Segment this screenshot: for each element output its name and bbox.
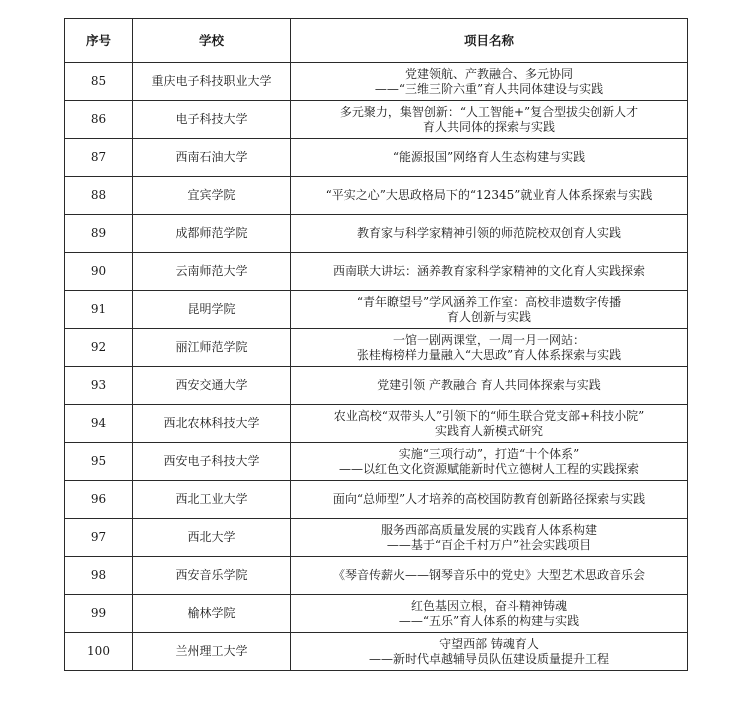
table-row [65, 557, 688, 595]
project-line: 党建领航、产教融合、多元协同 [404, 66, 573, 81]
row-index: 87 [65, 139, 133, 177]
project-line: 实施“三项行动”，打造“十个体系” [398, 446, 580, 461]
header-index: 序号 [65, 19, 133, 63]
row-index: 98 [65, 557, 133, 595]
row-index: 99 [65, 595, 133, 633]
row-project [291, 557, 688, 595]
row-index: 97 [65, 519, 133, 557]
row-school: 昆明学院 [133, 291, 291, 329]
row-school: 电子科技大学 [133, 101, 291, 139]
project-line: 一馆一剧两课堂，一周一月一网站： [392, 332, 585, 347]
table-row [65, 63, 688, 101]
row-index: 95 [65, 443, 133, 481]
row-project [291, 177, 688, 215]
project-line: ——以红色文化资源赋能新时代立德树人工程的实践探索 [338, 461, 639, 476]
table-row [65, 481, 688, 519]
row-index: 90 [65, 253, 133, 291]
table-row [65, 139, 688, 177]
project-line: 育人创新与实践 [446, 309, 531, 324]
project-line: “青年瞭望号”学风涵养工作室：高校非遗数字传播 [356, 294, 622, 309]
project-line: 实践育人新模式研究 [434, 423, 543, 438]
row-project [291, 405, 688, 443]
row-index: 100 [65, 633, 133, 671]
project-line: 红色基因立根，奋斗精神铸魂 [410, 598, 567, 613]
table-row [65, 329, 688, 367]
table-row [65, 595, 688, 633]
row-school: 榆林学院 [133, 595, 291, 633]
row-school: 西南石油大学 [133, 139, 291, 177]
row-project [291, 253, 688, 291]
table-body [65, 63, 688, 671]
row-project [291, 519, 688, 557]
project-line: “能源报国”网络育人生态构建与实践 [392, 150, 586, 164]
row-project [291, 443, 688, 481]
project-line: 面向“总师型”人才培养的高校国防教育创新路径探索与实践 [332, 492, 646, 506]
row-index: 88 [65, 177, 133, 215]
project-line: 多元聚力，集智创新：“人工智能+”复合型拔尖创新人才 [339, 104, 639, 119]
table-row [65, 633, 688, 671]
table-row [65, 519, 688, 557]
row-project [291, 63, 688, 101]
row-index: 89 [65, 215, 133, 253]
row-index: 92 [65, 329, 133, 367]
row-project [291, 367, 688, 405]
row-project [291, 291, 688, 329]
row-school: 西北工业大学 [133, 481, 291, 519]
table-row [65, 177, 688, 215]
row-school: 兰州理工大学 [133, 633, 291, 671]
row-school: 宜宾学院 [133, 177, 291, 215]
row-school: 西安交通大学 [133, 367, 291, 405]
table-row [65, 215, 688, 253]
table-row [65, 291, 688, 329]
project-line: 守望西部 铸魂育人 [439, 636, 539, 651]
row-school: 西安音乐学院 [133, 557, 291, 595]
row-project [291, 633, 688, 671]
project-line: 《琴音传薪火——钢琴音乐中的党史》大型艺术思政音乐会 [332, 568, 645, 582]
table-row [65, 443, 688, 481]
row-project [291, 595, 688, 633]
table-row [65, 253, 688, 291]
row-index: 96 [65, 481, 133, 519]
project-line: ——基于“百企千村万户”社会实践项目 [386, 537, 592, 552]
row-index: 85 [65, 63, 133, 101]
project-line: ——“三维三阶六重”育人共同体建设与实践 [374, 81, 604, 96]
project-line: 西南联大讲坛：涵养教育家科学家精神的文化育人实践探索 [332, 264, 645, 278]
header-row [65, 19, 688, 63]
row-school: 重庆电子科技职业大学 [133, 63, 291, 101]
table-row [65, 405, 688, 443]
row-index: 93 [65, 367, 133, 405]
project-line: 农业高校“双带头人”引领下的“师生联合党支部+科技小院” [333, 408, 645, 423]
project-line: 党建引领 产教融合 育人共同体探索与实践 [377, 378, 601, 392]
project-line: ——“五乐”育人体系的构建与实践 [398, 613, 580, 628]
header-project: 项目名称 [291, 19, 688, 63]
row-project [291, 329, 688, 367]
row-index: 86 [65, 101, 133, 139]
project-line: 教育家与科学家精神引领的师范院校双创育人实践 [356, 226, 621, 240]
row-project [291, 101, 688, 139]
row-school: 丽江师范学院 [133, 329, 291, 367]
row-index: 91 [65, 291, 133, 329]
row-school: 西安电子科技大学 [133, 443, 291, 481]
row-project [291, 139, 688, 177]
row-school: 西北农林科技大学 [133, 405, 291, 443]
row-school: 云南师范大学 [133, 253, 291, 291]
table-row [65, 101, 688, 139]
row-project [291, 481, 688, 519]
project-line: 服务西部高质量发展的实践育人体系构建 [380, 522, 597, 537]
table-row [65, 367, 688, 405]
row-school: 西北大学 [133, 519, 291, 557]
project-line: ——新时代卓越辅导员队伍建设质量提升工程 [368, 651, 609, 666]
row-school: 成都师范学院 [133, 215, 291, 253]
project-line: 育人共同体的探索与实践 [422, 119, 555, 134]
project-table [64, 18, 688, 671]
header-school: 学校 [133, 19, 291, 63]
project-line: “平实之心”大思政格局下的“12345”就业育人体系探索与实践 [325, 188, 653, 202]
row-project [291, 215, 688, 253]
project-line: 张桂梅榜样力量融入“大思政”育人体系探索与实践 [356, 347, 622, 362]
row-index: 94 [65, 405, 133, 443]
